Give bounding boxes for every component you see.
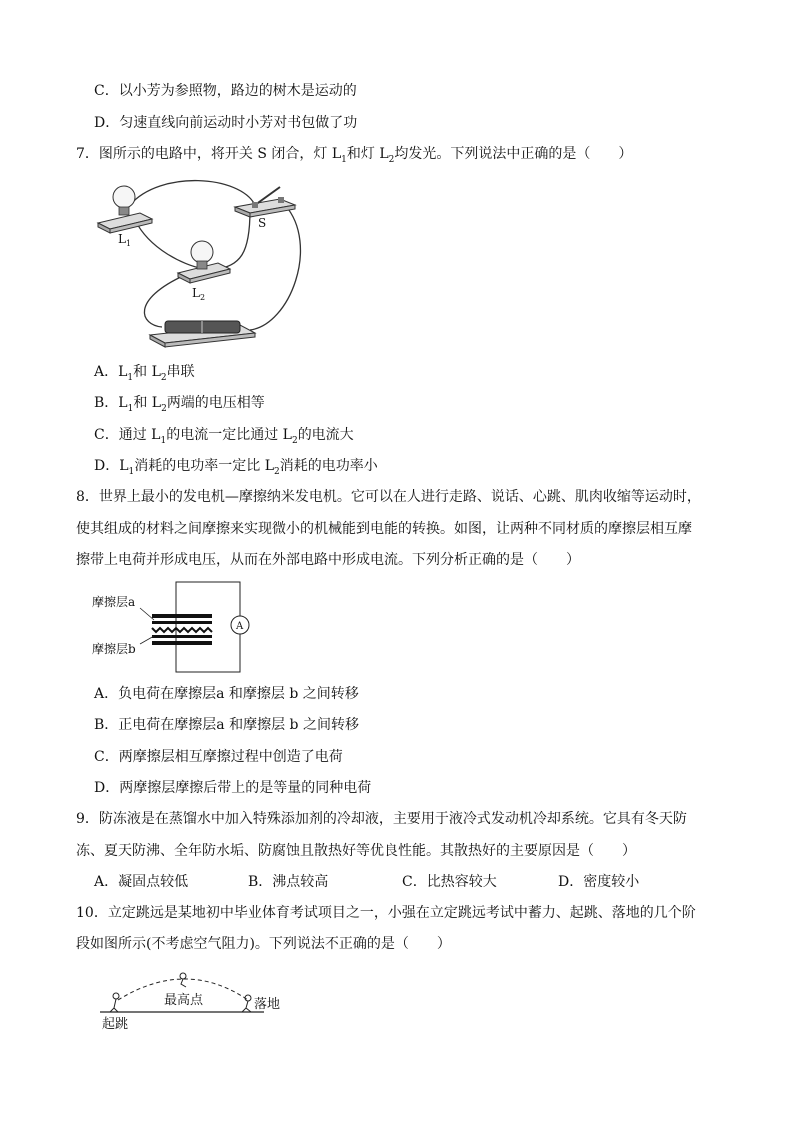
q8-stem-line-3: 擦带上电荷并形成电压，从而在外部电路中形成电流。下列分析正确的是（ ）: [76, 552, 580, 568]
q6-option-d: D．匀速直线向前运动时小芳对书包做了功: [94, 115, 358, 131]
q9-option-b: B．沸点较高: [248, 874, 329, 890]
q7-option-d: D．$L_1$消耗的电功率一定比 $L_2$消耗的电功率小: [94, 458, 378, 477]
svg-text:S: S: [258, 216, 267, 230]
q7-option-a: A．$L_1$和 $L_2$串联: [94, 364, 195, 383]
q8-option-b: B．正电荷在摩擦层a 和摩擦层 b 之间转移: [94, 717, 359, 733]
q7-option-c: C．通过 $L_1$的电流一定比通过 $L_2$的电流大: [94, 427, 354, 446]
q9-stem-line-2: 冻、夏天防沸、全年防水垢、防腐蚀且散热好等优良性能。其散热好的主要原因是（ ）: [76, 843, 636, 859]
svg-text:摩擦层a: 摩擦层a: [92, 595, 136, 609]
q7-option-b: B．$L_1$和 $L_2$两端的电压相等: [94, 395, 265, 414]
svg-text:L2: $L_2$: [192, 286, 206, 302]
q6-option-c: C．以小芳为参照物，路边的树木是运动的: [94, 83, 357, 99]
q7-stem: 7．图所示的电路中，将开关 S 闭合，灯 $L_1$和灯 $L_2$均发光。下列说法中正确的是（ ）: [76, 146, 633, 165]
svg-text:落地: 落地: [254, 997, 281, 1012]
q9-option-c: C．比热容较大: [402, 874, 497, 890]
q8-stem-line-1: 8．世界上最小的发电机—摩擦纳米发电机。它可以在人进行走路、说话、心跳、肌肉收缩等运动时，: [76, 489, 701, 505]
svg-text:摩擦层b: 摩擦层b: [92, 642, 136, 656]
q9-option-d: D．密度较小: [558, 874, 640, 890]
q8-option-d: D．两摩擦层摩擦后带上的是等量的同种电荷: [94, 780, 372, 796]
q9-stem-line-1: 9．防冻液是在蒸馏水中加入特殊添加剂的冷却液，主要用于液冷式发动机冷却系统。它具有冬天防: [76, 811, 687, 827]
svg-text:起跳: 起跳: [102, 1017, 129, 1030]
q10-stem-line-2: 段如图所示(不考虑空气阻力)。下列说法不正确的是（ ）: [76, 936, 451, 952]
svg-text:最高点: 最高点: [164, 993, 204, 1008]
q10-long-jump-figure: [96, 968, 296, 1030]
q8-nanogenerator-figure: [92, 578, 267, 676]
q8-option-c: C．两摩擦层相互摩擦过程中创造了电荷: [94, 749, 343, 765]
q10-stem-line-1: 10．立定跳远是某地初中毕业体育考试项目之一，小强在立定跳远考试中蓄力、起跳、落地的几个阶: [76, 905, 696, 921]
q9-option-a: A．凝固点较低: [94, 874, 189, 890]
svg-text:L1: $L_1$: [118, 232, 132, 248]
svg-text:A: A: [236, 621, 244, 632]
q7-circuit-figure: [90, 175, 310, 350]
q8-stem-line-2: 使其组成的材料之间摩擦来实现微小的机械能到电能的转换。如图，让两种不同材质的摩擦层相互摩: [76, 521, 692, 537]
q8-option-a: A．负电荷在摩擦层a 和摩擦层 b 之间转移: [94, 686, 359, 702]
